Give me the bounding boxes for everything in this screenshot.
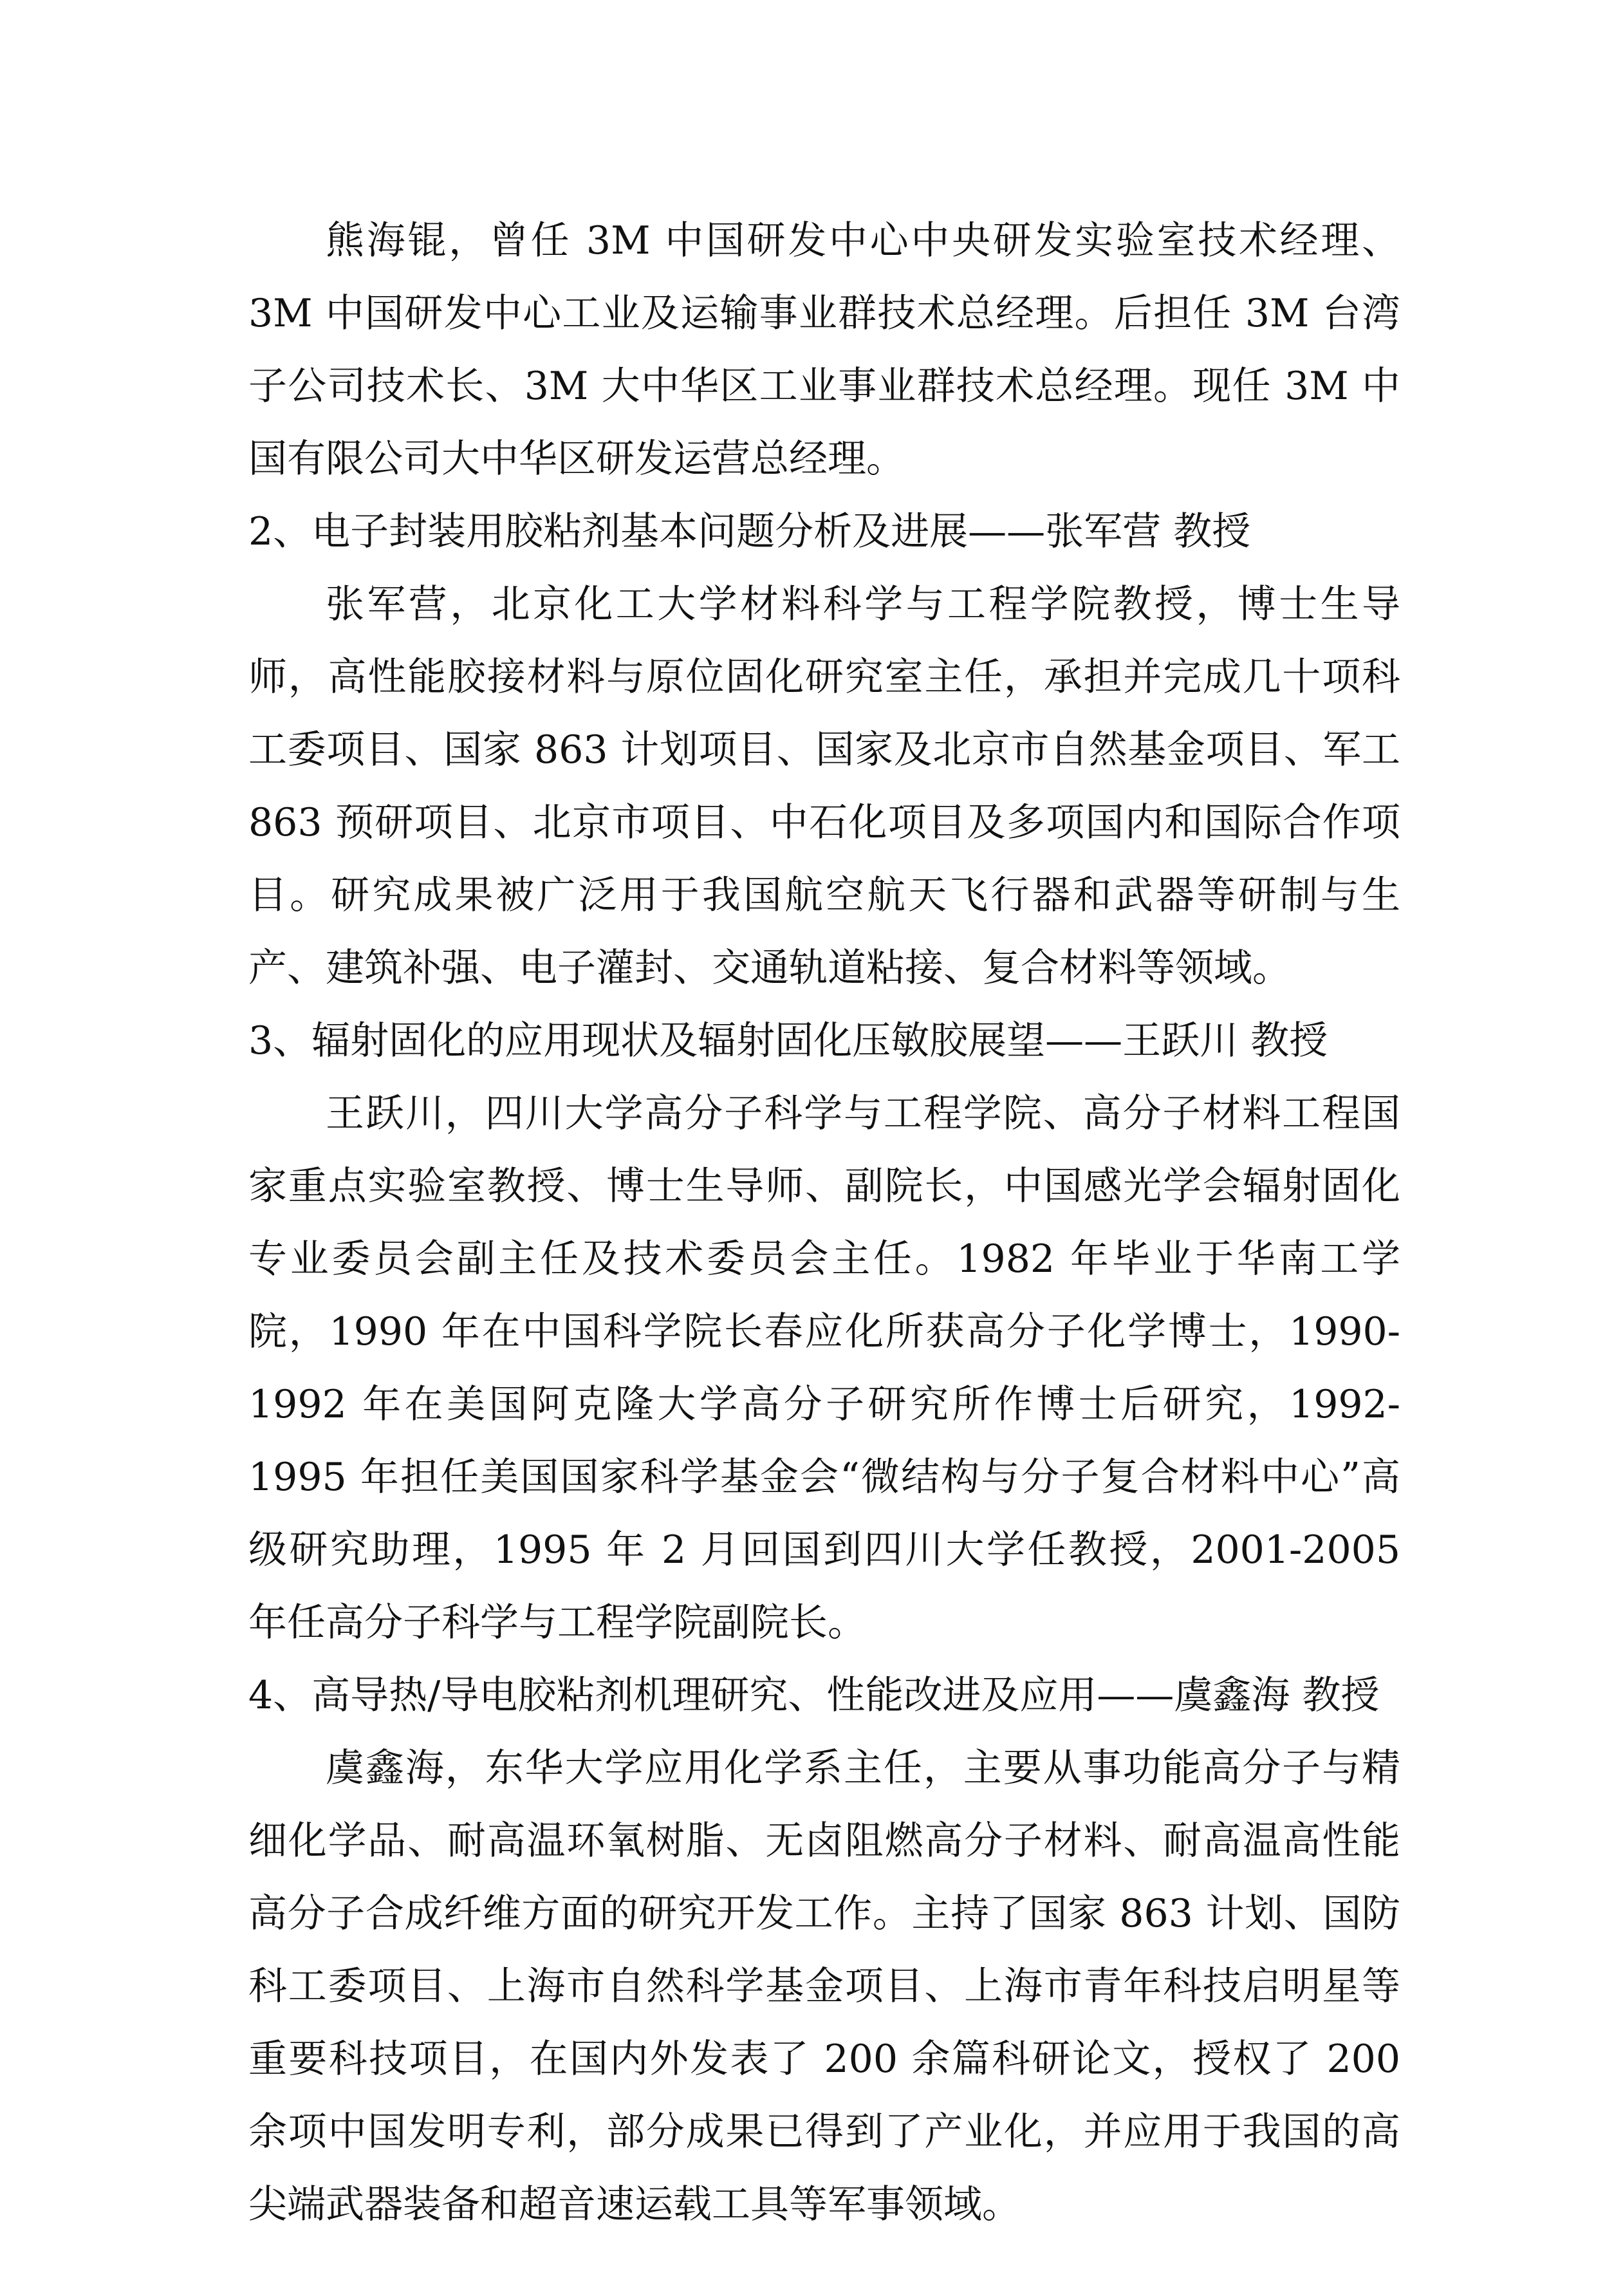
document-body	[248, 205, 1400, 2241]
bio-paragraph-wang-yuechuan: 王跃川，四川大学高分子科学与工程学院、高分子材料工程国家重点实验室教授、博士生导师、副院长，中国感光学会辐射固化专业委员会副主任及技术委员会主任。1982 年毕业于华南工学院，1990 年在中国科学院长春应化所获高分子化学博士，1990-1992 年在美国阿克隆大学高分子研究所作博士后研究，1992-1995 年担任美国国家科学基金会“微结构与分子复合材料中心”高级研究助理，1995 年 2 月回国到四川大学任教授，2001-2005 年任高分子科学与工程学院副院长。	[248, 1091, 1400, 1645]
section-heading-4: 4、高导热/导电胶粘剂机理研究、性能改进及应用——虞鑫海 教授	[248, 1673, 1380, 1718]
bio-paragraph-zhang-junying: 张军营，北京化工大学材料科学与工程学院教授，博士生导师，高性能胶接材料与原位固化研究室主任，承担并完成几十项科工委项目、国家 863 计划项目、国家及北京市自然基金项目、军工 863 预研项目、北京市项目、中石化项目及多项国内和国际合作项目。研究成果被广泛用于我国航空航天飞行器和武器等研制与生产、建筑补强、电子灌封、交通轨道粘接、复合材料等领域。	[248, 582, 1400, 991]
section-heading-2: 2、电子封装用胶粘剂基本问题分析及进展——张军营 教授	[248, 509, 1251, 554]
bio-paragraph-xiong-haikun: 熊海锟，曾任 3M 中国研发中心中央研发实验室技术经理、3M 中国研发中心工业及运输事业群技术总经理。后担任 3M 台湾子公司技术长、3M 大中华区工业事业群技术总经理。现任 3M 中国有限公司大中华区研发运营总经理。	[248, 218, 1400, 481]
section-heading-3: 3、辐射固化的应用现状及辐射固化压敏胶展望——王跃川 教授	[248, 1018, 1328, 1063]
bio-paragraph-yu-xinhai: 虞鑫海，东华大学应用化学系主任，主要从事功能高分子与精细化学品、耐高温环氧树脂、无卤阻燃高分子材料、耐高温高性能高分子合成纤维方面的研究开发工作。主持了国家 863 计划、国防科工委项目、上海市自然科学基金项目、上海市青年科技启明星等重要科技项目，在国内外发表了 200 余篇科研论文，授权了 200 余项中国发明专利，部分成果已得到了产业化，并应用于我国的高尖端武器装备和超音速运载工具等军事领域。	[248, 1746, 1400, 2227]
